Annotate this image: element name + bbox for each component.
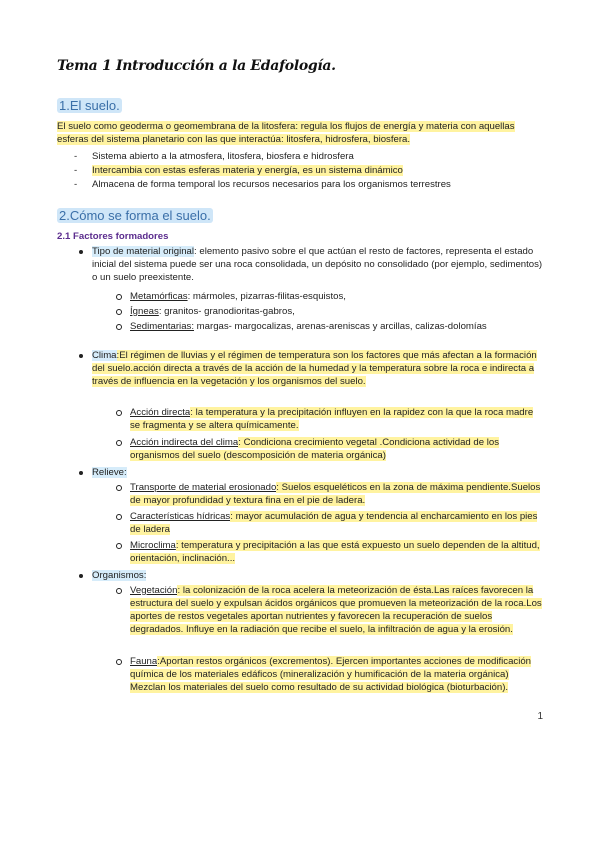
sub-item-text: : la temperatura y la precipitación influyen en la rapidez con la que la roca madre se fragmenta y se altera químicamente. (130, 407, 534, 431)
bullet-icon (116, 410, 122, 416)
list-item: - Intercambia con estas esferas materia y energía, es un sistema dinámico (74, 165, 403, 176)
section-heading-2 (57, 208, 213, 223)
sub-item (130, 305, 530, 318)
sub-item-text: : la colonización de la roca acelera la meteorización de ésta.Las raíces favorecen la estructura del suelo y expulsan ácidos orgánicos que promueven la meteorización de la roca.Los aportes de restos vegetales aportan nutrientes y favorecen la recuperación de suelos degradados. Influye en la radiación que recibe el suelo, la infiltración de agua y la erosión. (130, 585, 542, 635)
factor-label: Relieve: (92, 467, 127, 478)
bullet-icon (116, 659, 122, 665)
sub-item-text: :Aportan restos orgánicos (excrementos). Ejercen importantes acciones de modificación química de los materiales edáficos (mineralización y humificación de la materia orgánica) Mezclan los materiales del suelo como resultado de su actividad biológica (bioturbación). (130, 656, 532, 693)
sub-item (130, 584, 544, 636)
list-item: - Almacena de forma temporal los recursos necesarios para los organismos terrestres (74, 179, 451, 190)
bullet-icon (79, 574, 83, 578)
sub-item-text: : granitos- granodioritas-gabros, (158, 306, 295, 317)
sub-item (130, 510, 544, 536)
bullet-icon (116, 588, 122, 594)
section-heading-2-text: 2.Cómo se forma el suelo. (59, 208, 211, 223)
bullet-icon (116, 543, 122, 549)
list-item: - Sistema abierto a la atmosfera, litosfera, biosfera e hidrosfera (74, 151, 354, 162)
bullet-icon (116, 294, 122, 300)
factor-clima (92, 349, 544, 388)
sub-item-label: Microclima (130, 540, 176, 551)
sub-item-label: Metamórficas (130, 291, 188, 302)
sub-item-text: : mayor acumulación de agua y tendencia al encharcamiento en los pies de ladera (130, 511, 538, 535)
sub-item-text: : Condiciona crecimiento vegetal .Condiciona actividad de los organismos del suelo (descomposición de materia orgánica) (130, 437, 500, 461)
sub-item (130, 406, 544, 432)
sub-item-text: margas- margocalizas, arenas-areniscas y arcillas, calizas-dolomías (194, 321, 487, 332)
sub-item (130, 481, 544, 507)
sub-item-label: Transporte de material erosionado (130, 482, 277, 493)
bullet-icon (116, 514, 122, 520)
factor-label: Clima (92, 350, 117, 361)
sub-item-label: Características hídricas (130, 511, 231, 522)
sub-item-label: Acción directa (130, 407, 191, 418)
list-item-text: Almacena de forma temporal los recursos necesarios para los organismos terrestres (92, 179, 451, 190)
bullet-icon (116, 324, 122, 330)
page-title: Tema 1 Introducción a la Edafología. (57, 58, 336, 74)
sub-item (130, 320, 530, 333)
section-heading-1 (57, 98, 122, 113)
factor-label: Organismos: (92, 570, 147, 581)
sub-item-text: : Suelos esqueléticos en la zona de máxima pendiente.Suelos de mayor profundidad y textura fina en el pie de ladera. (130, 482, 541, 506)
factor-label: Tipo de material original (92, 246, 195, 257)
intro-text: El suelo como geoderma o geomembrana de la litosfera: regula los flujos de energía y materia con aquellas esferas del sistema planetario con las que interactúa: litosfera, hidrosfera, biosfera. (57, 121, 515, 145)
bullet-icon (116, 440, 122, 446)
factor-relieve (92, 466, 544, 479)
sub-item (130, 290, 530, 303)
sub-item-label: Vegetación (130, 585, 178, 596)
sub-item-label: Ígneas (130, 306, 159, 317)
factor-text: : elemento pasivo sobre el que actúan el resto de factores, representa el estado inicial del sistema puede ser una roca consolidada, un depósito no consolidado (por ejemplo, sedimentos) o un suelo preexistente. (92, 246, 543, 283)
section-1-intro (57, 120, 547, 146)
bullet-icon (79, 471, 83, 475)
sub-item-label: Acción indirecta del clima (130, 437, 239, 448)
subsection-heading: 2.1 Factores formadores (57, 231, 169, 242)
sub-item (130, 539, 544, 565)
sub-item-label: Sedimentarias: (130, 321, 194, 332)
list-item-text: Sistema abierto a la atmosfera, litosfera, biosfera e hidrosfera (92, 151, 354, 162)
section-heading-1-text: 1.El suelo. (59, 98, 120, 113)
sub-item-text: : temperatura y precipitación a las que está expuesto un suelo dependen de la altitud, orientación, inclinación... (130, 540, 540, 564)
bullet-icon (116, 309, 122, 315)
factor-text: :El régimen de lluvias y el régimen de temperatura son los factores que más afectan a la formación del suelo.acción directa a través de la acción de la humedad y la temperatura sobre la roca e indirecta a través de influencia en la vegetación y los organismos del suelo. (92, 350, 537, 387)
bullet-icon (79, 250, 83, 254)
bullet-icon (116, 485, 122, 491)
list-item-text: Intercambia con estas esferas materia y energía, es un sistema dinámico (92, 165, 403, 176)
factor-material (92, 245, 544, 284)
sub-item-label: Fauna (130, 656, 158, 667)
sub-item-text: : mármoles, pizarras-filitas-esquistos, (187, 291, 346, 302)
factor-organismos (92, 569, 544, 582)
sub-item (130, 655, 544, 694)
page-number: 1 (537, 711, 543, 722)
sub-item (130, 436, 544, 462)
bullet-icon (79, 354, 83, 358)
